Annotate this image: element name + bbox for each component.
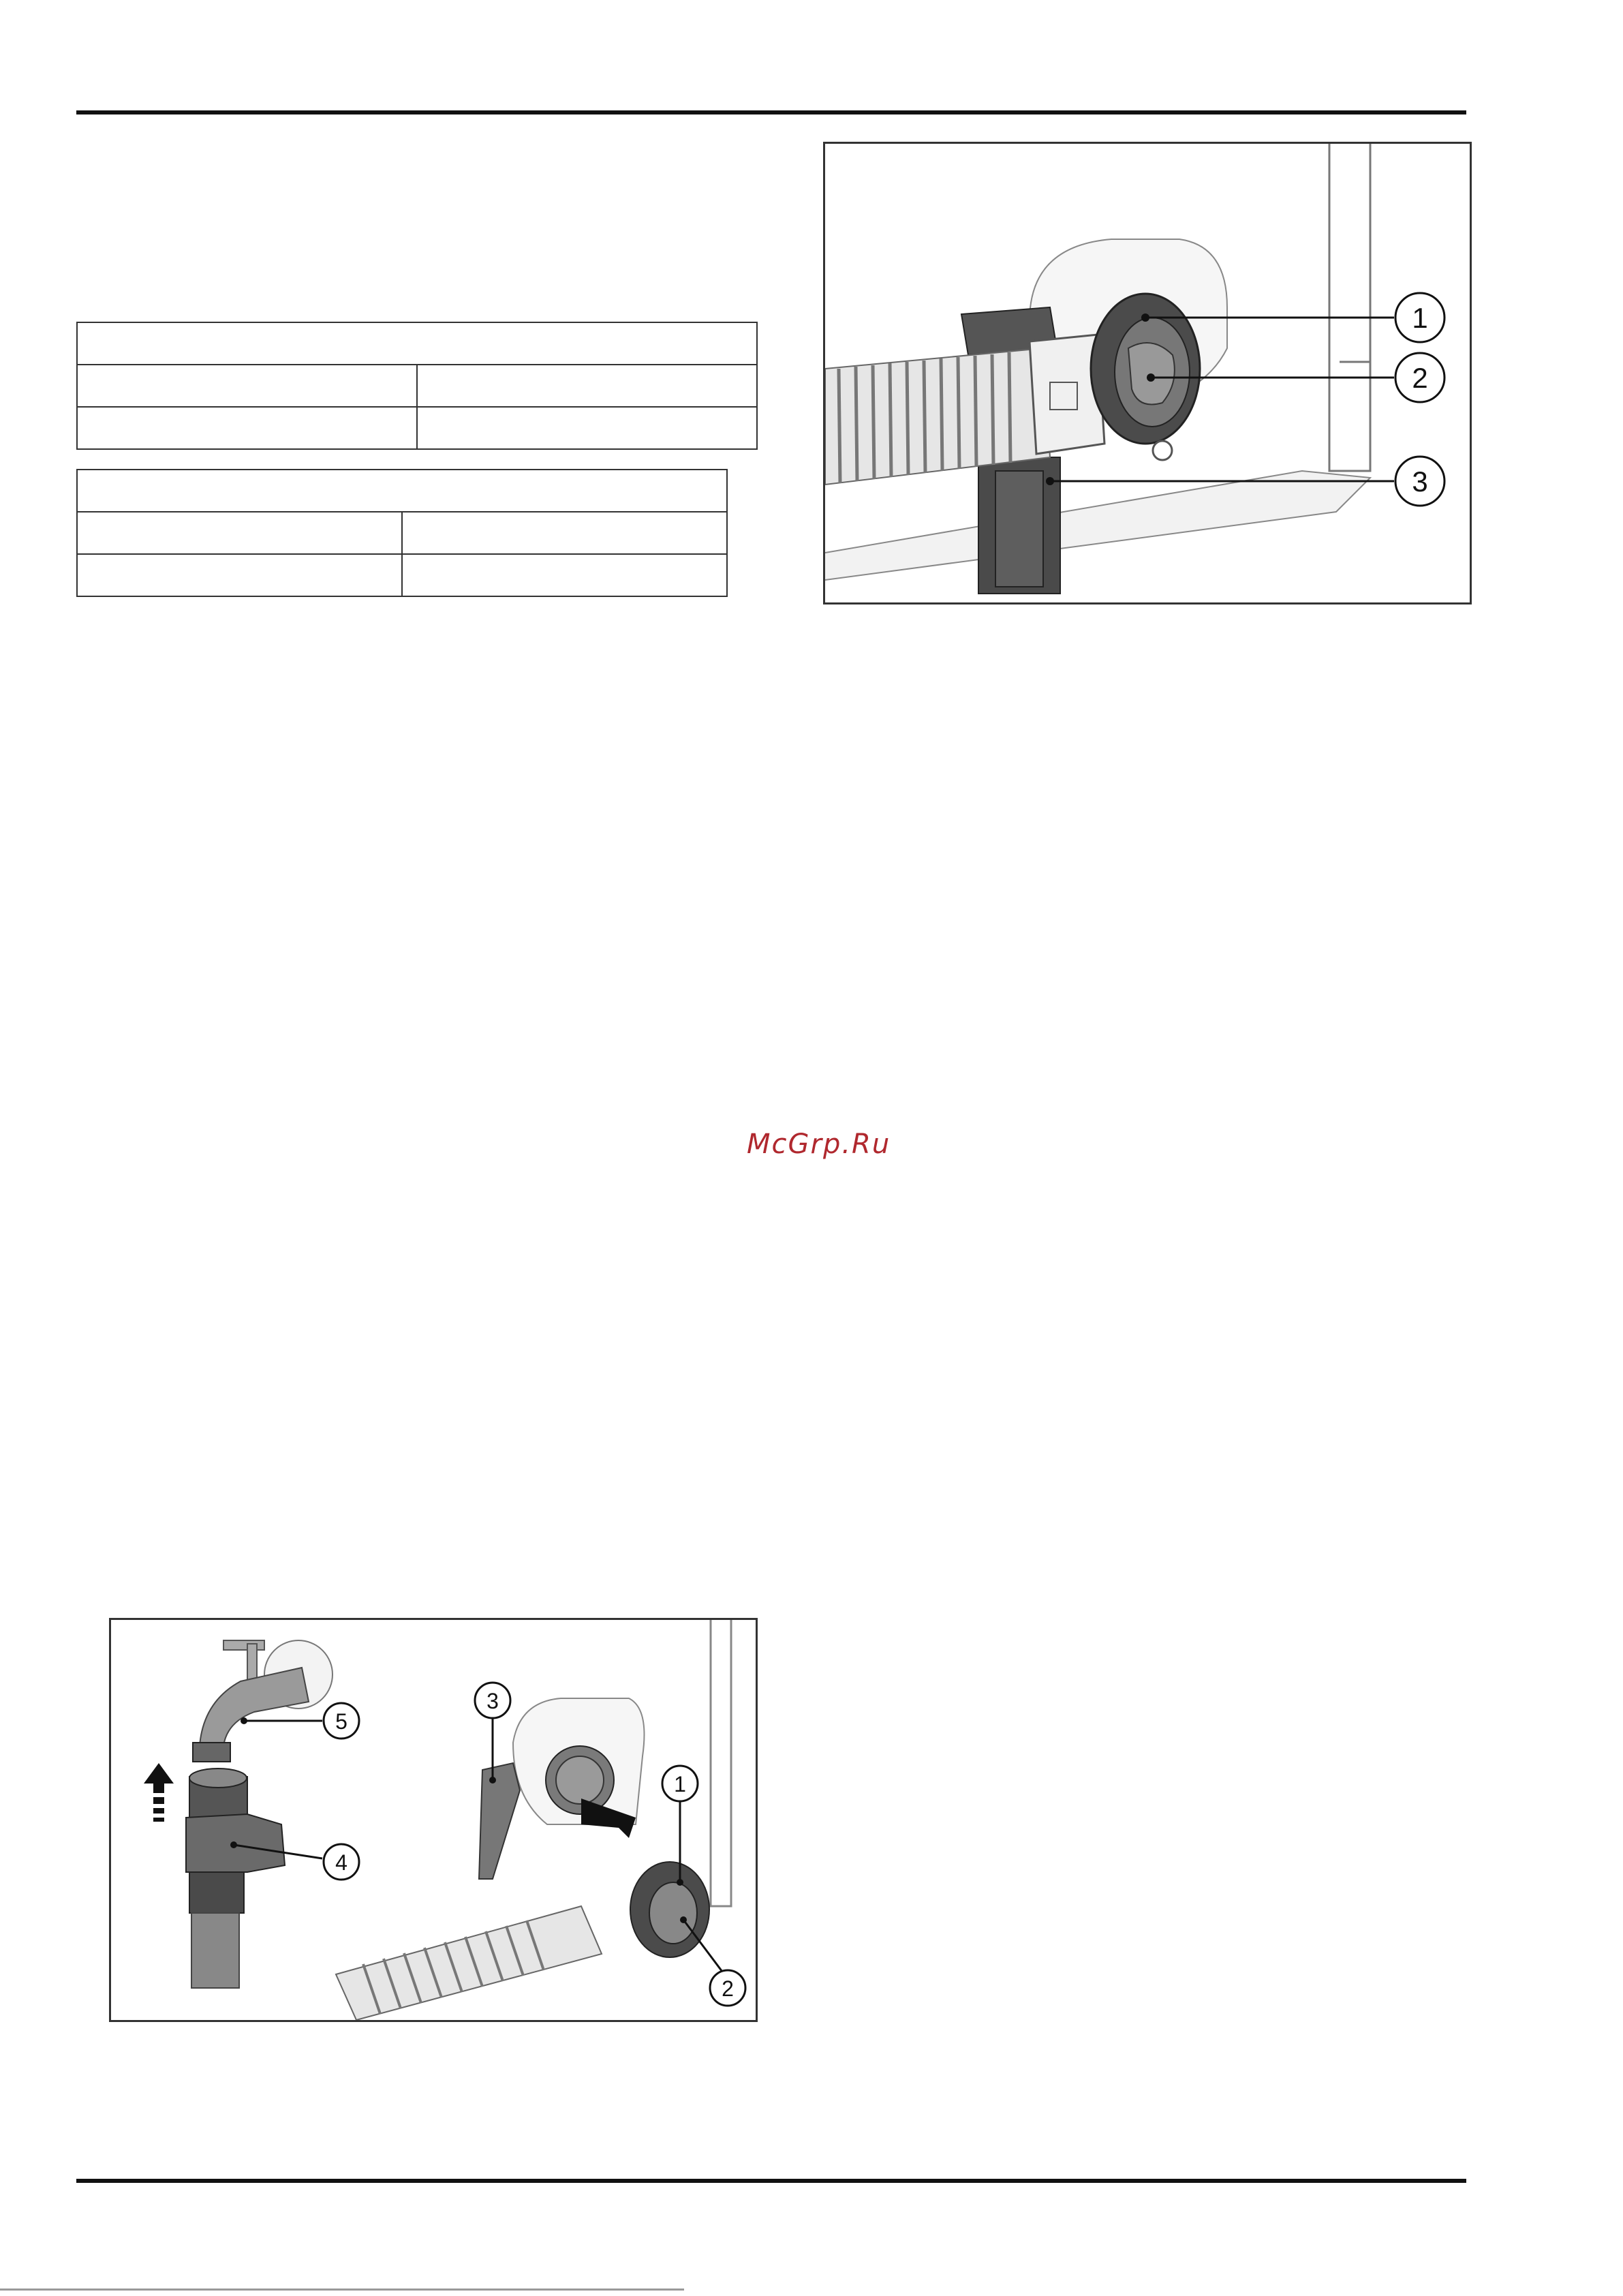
table-1-header <box>77 322 757 365</box>
svg-text:4: 4 <box>335 1850 347 1875</box>
hose-connection-drawing <box>825 144 1470 602</box>
callout-2 <box>710 1970 745 2006</box>
up-arrow-icon <box>144 1763 174 1822</box>
callout-3 <box>475 1683 510 1718</box>
table-2-cell <box>77 554 402 596</box>
callout-1 <box>662 1766 698 1801</box>
svg-text:1: 1 <box>674 1772 686 1796</box>
callout-4 <box>324 1844 359 1880</box>
table-2-header <box>77 470 727 512</box>
water-tap <box>193 1640 333 1762</box>
table-2-cell <box>402 554 727 596</box>
aquastop-valve <box>186 1769 285 1988</box>
callout-3 <box>1395 457 1444 506</box>
table-2-cell <box>402 512 727 554</box>
svg-text:2: 2 <box>722 1976 734 2001</box>
callout-5 <box>324 1703 359 1739</box>
spec-table-2 <box>76 469 728 597</box>
tap-connection-drawing <box>111 1620 756 2020</box>
callout-2 <box>1395 353 1444 402</box>
spec-table-1 <box>76 322 758 450</box>
table-1-cell <box>417 365 757 407</box>
svg-text:5: 5 <box>335 1709 347 1734</box>
corrugated-hose <box>336 1906 602 2020</box>
table-1-cell <box>77 365 417 407</box>
svg-text:3: 3 <box>1412 465 1428 498</box>
top-rule <box>76 110 1466 114</box>
tap-connection-illustration <box>109 1618 758 2022</box>
svg-text:3: 3 <box>486 1689 499 1713</box>
scan-edge-line <box>0 2289 684 2291</box>
watermark: McGrp.Ru <box>747 1129 891 1160</box>
table-2-cell <box>77 512 402 554</box>
table-1-cell <box>417 407 757 449</box>
hose-connection-illustration <box>823 142 1472 604</box>
table-1-cell <box>77 407 417 449</box>
svg-text:1: 1 <box>1412 302 1428 334</box>
bottom-rule <box>76 2179 1466 2183</box>
callout-1 <box>1395 293 1444 342</box>
svg-text:2: 2 <box>1412 362 1428 394</box>
